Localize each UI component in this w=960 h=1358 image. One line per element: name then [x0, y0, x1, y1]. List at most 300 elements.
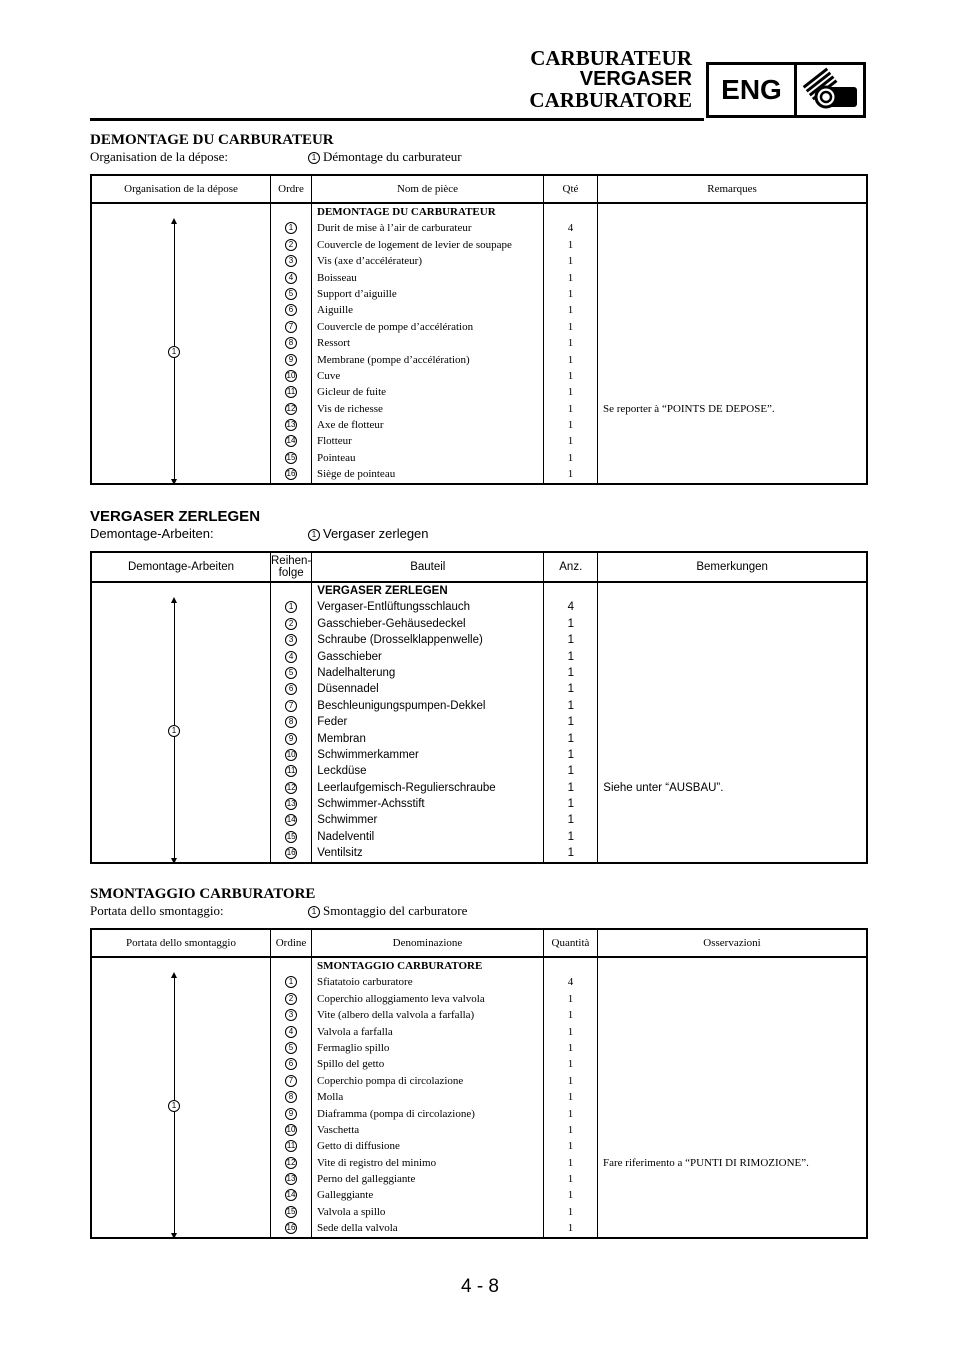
org-label: Organisation de la dépose:: [90, 149, 229, 164]
part-name: Vite (albero della valvola a farfalla): [317, 1009, 475, 1022]
part-name: Couvercle de logement de levier de soupape: [317, 238, 512, 251]
part-name: Vaschetta: [317, 1123, 360, 1136]
quantity: 1: [567, 1189, 574, 1202]
remark: [598, 1024, 866, 1040]
quantity: 1: [567, 683, 574, 696]
number-circle-icon: 9: [285, 354, 297, 366]
remark: Se reporter à “POINTS DE DEPOSE”.: [603, 402, 775, 415]
quantity: 4: [567, 601, 574, 614]
remark: Fare riferimento a “PUNTI DI RIMOZIONE”.: [603, 1156, 809, 1169]
part-name: Ventilsitz: [317, 847, 363, 860]
quantity: 1: [567, 271, 574, 284]
header-rule: [90, 118, 704, 121]
order-number: [271, 286, 311, 302]
quantity: 1: [567, 1074, 574, 1087]
part-name: Gicleur de fuite: [317, 386, 387, 399]
remark: [598, 286, 866, 302]
quantity: 1: [567, 814, 574, 827]
remark: [598, 1106, 866, 1122]
remark: [598, 665, 866, 681]
part-name: Düsennadel: [317, 683, 379, 696]
quantity: 4: [567, 976, 574, 989]
number-circle-icon: 6: [285, 1058, 297, 1070]
remark: [598, 335, 866, 351]
remark: [598, 649, 866, 665]
number-circle-icon: 12: [286, 782, 296, 792]
quantity: 1: [567, 1009, 574, 1022]
col-header-order: Ordine: [271, 929, 312, 957]
order-number: [271, 780, 311, 796]
order-number: [271, 665, 311, 681]
remark: [598, 991, 866, 1007]
remark: [598, 237, 866, 253]
part-name: Flotteur: [317, 435, 352, 448]
quantity: 1: [567, 304, 574, 317]
section-subtitle: [90, 903, 868, 919]
part-name: Aiguille: [317, 304, 354, 317]
remark: [598, 763, 866, 779]
org-label: Demontage-Arbeiten:: [90, 526, 214, 541]
qty-column: [544, 582, 598, 863]
part-name: Gasschieber-Gehäusedeckel: [317, 617, 466, 630]
section-title: VERGASER ZERLEGEN: [90, 508, 261, 525]
order-number: [271, 599, 311, 615]
order-number: [271, 1220, 311, 1236]
quantity: [544, 583, 597, 599]
remarks-column: [598, 582, 867, 863]
remark: [598, 450, 866, 466]
order-number: [271, 1024, 311, 1040]
quantity: 1: [567, 1156, 574, 1169]
col-header-remarks: Bemerkungen: [598, 552, 867, 582]
quantity: 1: [567, 781, 574, 794]
part-name: Pointeau: [317, 451, 356, 464]
order-number: [271, 433, 311, 449]
range-label-circle: 1: [168, 1100, 180, 1112]
order-number: [271, 632, 311, 648]
group-arrow-cell: [91, 582, 271, 863]
order-number: [271, 417, 311, 433]
part-name: Nadelhalterung: [317, 666, 396, 679]
quantity: 1: [567, 666, 574, 679]
remark: [598, 1220, 866, 1236]
arrow-up-icon: [171, 597, 177, 603]
number-circle-icon: 5: [285, 288, 297, 300]
arrow-down-icon: [171, 858, 177, 864]
remark: [598, 1171, 866, 1187]
quantity: 1: [567, 847, 574, 860]
number-circle-icon: 16: [286, 469, 296, 479]
remark: [598, 747, 866, 763]
remark: [598, 1040, 866, 1056]
remark: [598, 466, 866, 482]
col-header-group: Organisation de la dépose: [91, 175, 271, 203]
col-header-order: Reihen- folge: [271, 552, 312, 582]
part-name: Feder: [317, 716, 348, 729]
remark: [598, 731, 866, 747]
col-header-group: Portata dello smontaggio: [91, 929, 271, 957]
part-name: Membran: [317, 732, 366, 745]
number-circle-icon: 11: [286, 766, 296, 776]
org-label: Portata dello smontaggio:: [90, 903, 224, 918]
part-name: Coperchio pompa di circolazione: [317, 1074, 464, 1087]
remark: [598, 270, 866, 286]
parts-table: [90, 174, 868, 485]
range-label-circle: 1: [168, 725, 180, 737]
number-circle-icon: 3: [285, 1009, 297, 1021]
order-number: [271, 681, 311, 697]
order-number: [271, 1089, 311, 1105]
number-circle-icon: 5: [285, 1042, 297, 1054]
remarks-column: [598, 957, 868, 1238]
remark: [598, 1007, 866, 1023]
part-name: Diaframma (pompa di circolazione): [317, 1107, 475, 1120]
group-title: DEMONTAGE DU CARBURATEUR: [317, 206, 496, 218]
number-circle-icon: 7: [285, 700, 297, 712]
part-name: Sede della valvola: [317, 1222, 398, 1235]
part-name: Molla: [317, 1091, 344, 1104]
title-it: CARBURATORE: [529, 88, 692, 112]
quantity: 1: [567, 650, 574, 663]
arrow-down-icon: [171, 1233, 177, 1239]
number-circle-icon: 15: [286, 452, 296, 462]
quantity: 1: [567, 748, 574, 761]
quantity: 1: [567, 716, 574, 729]
remark: [598, 698, 866, 714]
quantity: 4: [567, 222, 574, 235]
number-circle-icon: 9: [285, 733, 297, 745]
number-circle-icon: 8: [285, 1091, 297, 1103]
order-number: [271, 649, 311, 665]
order-number: [271, 583, 311, 599]
remark: [598, 974, 866, 990]
section-title: SMONTAGGIO CARBURATORE: [90, 886, 316, 902]
group-arrow-cell: [91, 203, 271, 484]
order-number: [271, 698, 311, 714]
col-header-name: Bauteil: [312, 552, 544, 582]
part-name: Gasschieber: [317, 650, 382, 663]
number-circle-icon: 3: [285, 634, 297, 646]
part-name: Leckdüse: [317, 765, 367, 778]
name-column: [312, 957, 544, 1238]
remark: [598, 1187, 866, 1203]
col-header-name: Nom de pièce: [312, 175, 544, 203]
page-number: 4 - 8: [460, 1276, 500, 1297]
order-column: [271, 582, 312, 863]
title-de: VERGASER: [579, 68, 692, 90]
remark: [598, 796, 866, 812]
number-circle-icon: 7: [285, 321, 297, 333]
parts-table: [90, 551, 868, 864]
part-name: Schwimmerkammer: [317, 748, 419, 761]
order-number: [271, 368, 311, 384]
order-number: [271, 812, 311, 828]
part-name: Spillo del getto: [317, 1058, 385, 1071]
chapter-badge: [706, 62, 866, 118]
order-number: [271, 747, 311, 763]
col-header-qty: Quantità: [544, 929, 598, 957]
remark: [598, 1138, 866, 1154]
org-value: 1 Vergaser zerlegen: [308, 526, 429, 542]
order-number: [271, 731, 311, 747]
part-name: Coperchio alloggiamento leva valvola: [317, 992, 485, 1005]
part-name: Membrane (pompe d’accélération): [317, 353, 470, 366]
title-fr: CARBURATEUR: [530, 46, 692, 70]
order-number: [271, 1106, 311, 1122]
col-header-name: Denominazione: [312, 929, 544, 957]
org-value: 1 Smontaggio del carburatore: [308, 903, 467, 919]
quantity: 1: [567, 386, 574, 399]
remark: [598, 714, 866, 730]
order-number: [271, 1187, 311, 1203]
order-number: [271, 450, 311, 466]
col-header-remarks: Remarques: [598, 175, 868, 203]
remark: [598, 204, 866, 220]
number-circle-icon: 14: [286, 1190, 296, 1200]
arrow-up-icon: [171, 972, 177, 978]
section-de: [90, 508, 868, 860]
remark: [598, 616, 866, 632]
order-number: [271, 1007, 311, 1023]
quantity: 1: [567, 353, 574, 366]
quantity: 1: [567, 1025, 574, 1038]
number-circle-icon: 2: [285, 618, 297, 630]
quantity: 1: [567, 287, 574, 300]
number-circle-icon: 5: [285, 667, 297, 679]
part-name: Leerlaufgemisch-Regulierschraube: [317, 781, 496, 794]
remark: [598, 253, 866, 269]
order-number: [271, 204, 311, 220]
number-circle-icon: 4: [285, 651, 297, 663]
section-title: DEMONTAGE DU CARBURATEUR: [90, 132, 334, 148]
remark: [598, 632, 866, 648]
number-circle-icon: 14: [286, 436, 296, 446]
number-circle-icon: 1: [308, 529, 320, 541]
quantity: [544, 204, 597, 220]
order-number: [271, 401, 311, 417]
number-circle-icon: 4: [285, 272, 297, 284]
number-circle-icon: 15: [286, 1206, 296, 1216]
name-column: [312, 582, 544, 863]
quantity: 1: [567, 699, 574, 712]
quantity: 1: [567, 765, 574, 778]
remark: [598, 302, 866, 318]
arrow-up-icon: [171, 218, 177, 224]
order-number: [271, 1040, 311, 1056]
part-name: Valvola a spillo: [317, 1205, 386, 1218]
number-circle-icon: 14: [286, 815, 296, 825]
number-circle-icon: 12: [286, 403, 296, 413]
number-circle-icon: 1: [285, 601, 297, 613]
order-number: [271, 991, 311, 1007]
number-circle-icon: 3: [285, 255, 297, 267]
part-name: Sfiatatoio carburatore: [317, 976, 413, 989]
qty-column: [544, 957, 598, 1238]
quantity: 1: [567, 617, 574, 630]
part-name: Perno del galleggiante: [317, 1173, 416, 1186]
col-header-remarks: Osservazioni: [598, 929, 868, 957]
order-number: [271, 1056, 311, 1072]
quantity: 1: [567, 1107, 574, 1120]
number-circle-icon: 13: [286, 1174, 296, 1184]
quantity: 1: [567, 337, 574, 350]
order-number: [271, 302, 311, 318]
part-name: Support d’aiguille: [317, 287, 397, 300]
part-name: Vite di registro del minimo: [317, 1156, 437, 1169]
order-number: [271, 253, 311, 269]
number-circle-icon: 8: [285, 337, 297, 349]
number-circle-icon: 10: [286, 1124, 296, 1134]
order-number: [271, 616, 311, 632]
quantity: 1: [567, 1173, 574, 1186]
part-name: Nadelventil: [317, 830, 375, 843]
remark: [598, 1204, 866, 1220]
quantity: 1: [567, 830, 574, 843]
group-title: SMONTAGGIO CARBURATORE: [317, 960, 483, 972]
order-number: [271, 958, 311, 974]
eng-label: ENG: [709, 65, 797, 115]
order-number: [271, 237, 311, 253]
order-number: [271, 1122, 311, 1138]
number-circle-icon: 4: [285, 1026, 297, 1038]
number-circle-icon: 8: [285, 716, 297, 728]
order-number: [271, 845, 311, 861]
section-subtitle: [90, 526, 868, 542]
chapter-titles: [529, 48, 692, 111]
quantity: 1: [567, 1222, 574, 1235]
number-circle-icon: 1: [285, 222, 297, 234]
remark: [598, 1122, 866, 1138]
part-name: Siège de pointeau: [317, 468, 396, 481]
order-number: [271, 714, 311, 730]
remark: Siehe unter “AUSBAU”.: [603, 781, 724, 794]
part-name: Vis (axe d’accélérateur): [317, 255, 422, 268]
order-number: [271, 335, 311, 351]
remarks-column: [598, 203, 868, 484]
section-fr: [90, 131, 868, 481]
group-arrow-cell: [91, 957, 271, 1238]
quantity: 1: [567, 1058, 574, 1071]
col-header-qty: Qté: [544, 175, 598, 203]
remark: [598, 220, 866, 236]
part-name: Galleggiante: [317, 1189, 374, 1202]
remark: [598, 384, 866, 400]
number-circle-icon: 1: [308, 906, 320, 918]
arrow-down-icon: [171, 479, 177, 485]
remark: [598, 319, 866, 335]
quantity: 1: [567, 451, 574, 464]
quantity: 1: [567, 1123, 574, 1136]
quantity: 1: [567, 468, 574, 481]
order-number: [271, 319, 311, 335]
order-number: [271, 974, 311, 990]
number-circle-icon: 16: [286, 1223, 296, 1233]
quantity: 1: [567, 1140, 574, 1153]
part-name: Getto di diffusione: [317, 1140, 400, 1153]
number-circle-icon: 1: [285, 976, 297, 988]
section-it: [90, 885, 868, 1235]
group-title: VERGASER ZERLEGEN: [317, 585, 448, 597]
quantity: 1: [567, 419, 574, 432]
number-circle-icon: 12: [286, 1157, 296, 1167]
remark: [598, 1089, 866, 1105]
number-circle-icon: 9: [285, 1108, 297, 1120]
quantity: [544, 958, 597, 974]
order-number: [271, 763, 311, 779]
number-circle-icon: 15: [286, 831, 296, 841]
remark: [598, 1073, 866, 1089]
remark: [598, 433, 866, 449]
part-name: Schraube (Drosselklappenwelle): [317, 634, 483, 647]
org-value: 1 Démontage du carburateur: [308, 149, 462, 165]
part-name: Axe de flotteur: [317, 419, 384, 432]
quantity: 1: [567, 1041, 574, 1054]
part-name: Schwimmer-Achsstift: [317, 798, 425, 811]
quantity: 1: [567, 634, 574, 647]
part-name: Schwimmer: [317, 814, 378, 827]
remark: [598, 599, 866, 615]
col-header-qty: Anz.: [544, 552, 598, 582]
section-subtitle: [90, 149, 868, 165]
number-circle-icon: 6: [285, 683, 297, 695]
quantity: 1: [567, 255, 574, 268]
col-header-order: Ordre: [271, 175, 312, 203]
order-number: [271, 1155, 311, 1171]
number-circle-icon: 6: [285, 304, 297, 316]
order-number: [271, 1138, 311, 1154]
part-name: Boisseau: [317, 271, 357, 284]
order-number: [271, 1073, 311, 1089]
order-number: [271, 1171, 311, 1187]
remark: [598, 368, 866, 384]
number-circle-icon: 13: [286, 799, 296, 809]
quantity: 1: [567, 435, 574, 448]
engine-piston-icon: [797, 65, 863, 115]
order-number: [271, 352, 311, 368]
qty-column: [544, 203, 598, 484]
part-name: Vis de richesse: [317, 402, 383, 415]
order-number: [271, 384, 311, 400]
number-circle-icon: 2: [285, 239, 297, 251]
number-circle-icon: 1: [308, 152, 320, 164]
order-number: [271, 1204, 311, 1220]
part-name: Cuve: [317, 369, 341, 382]
name-column: [312, 203, 544, 484]
number-circle-icon: 16: [286, 848, 296, 858]
number-circle-icon: 2: [285, 993, 297, 1005]
part-name: Vergaser-Entlüftungsschlauch: [317, 601, 471, 614]
order-number: [271, 466, 311, 482]
number-circle-icon: 13: [286, 420, 296, 430]
part-name: Ressort: [317, 337, 350, 350]
order-column: [271, 203, 312, 484]
remark: [598, 812, 866, 828]
quantity: 1: [567, 320, 574, 333]
quantity: 1: [567, 732, 574, 745]
remark: [598, 352, 866, 368]
remark: [598, 681, 866, 697]
range-label-circle: 1: [168, 346, 180, 358]
remark: [598, 958, 866, 974]
number-circle-icon: 10: [286, 749, 296, 759]
order-number: [271, 829, 311, 845]
remark: [598, 583, 866, 599]
number-circle-icon: 11: [286, 387, 296, 397]
part-name: Fermaglio spillo: [317, 1041, 390, 1054]
remark: [598, 417, 866, 433]
quantity: 1: [567, 1205, 574, 1218]
number-circle-icon: 10: [286, 370, 296, 380]
